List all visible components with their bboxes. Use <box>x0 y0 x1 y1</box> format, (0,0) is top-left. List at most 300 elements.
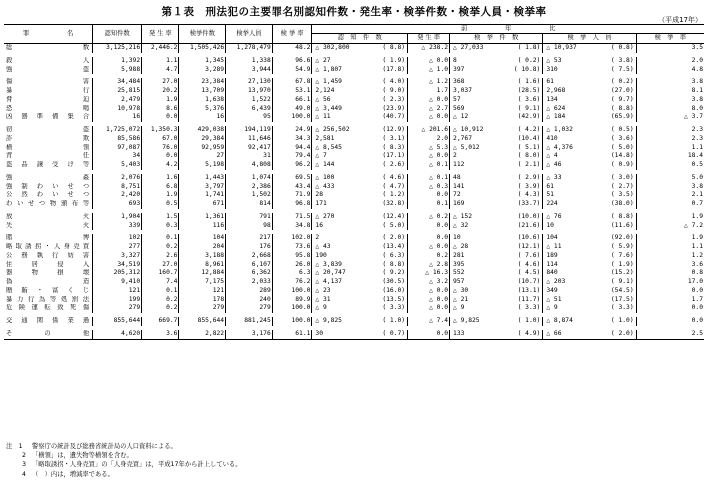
cell-prev-cleared: 57 <box>453 95 461 103</box>
cell-clear-rate: 34.3 <box>272 135 312 144</box>
cell-prev-rate: △ 0.0 <box>408 113 450 122</box>
cell-prev-recognized-pct: ( 8.3) <box>368 144 408 153</box>
cell-prev-recognized: △ 20,747 <box>315 269 346 277</box>
cell-recognized: 10,978 <box>93 105 142 114</box>
cell-prev-rate: △ 7.4 <box>408 317 450 326</box>
cell-prev-cleared: △ 10,912 <box>453 126 484 134</box>
cell-prev-clear-rate: 4.8 <box>691 65 703 73</box>
cell-prev-clear-rate: 3.8 <box>691 95 703 103</box>
cell-recognized: 5,988 <box>93 66 142 75</box>
cell-persons: 176 <box>226 243 273 252</box>
cell-prev-clear-rate: 5.0 <box>691 173 703 181</box>
cell-prev-persons-pct: (14.8) <box>594 152 636 161</box>
crime-name-cell: 公然わいせつ <box>4 191 93 200</box>
cell-cleared: 3,188 <box>179 252 226 261</box>
crime-name-cell: 凶器準備集合 <box>4 113 93 122</box>
cell-prev-rate: △ 201.6 <box>408 126 450 135</box>
cell-prev-clear-rate: 1.1 <box>691 143 703 151</box>
cell-prev-cleared: △ 9 <box>453 304 465 312</box>
cell-prev-cleared-pct: ( 9.1) <box>501 105 543 114</box>
cell-rate: 0.1 <box>142 234 179 243</box>
note-number: 2 <box>21 452 26 460</box>
cell-persons: 2,386 <box>226 183 273 192</box>
cell-persons: 6,362 <box>226 269 273 278</box>
table-row <box>4 105 704 114</box>
cell-prev-persons-pct: ( 3.3) <box>594 304 636 313</box>
cell-prev-clear-rate: 18.4 <box>687 152 703 160</box>
cell-prev-recognized: 190 <box>315 251 327 259</box>
cell-recognized: 277 <box>93 243 142 252</box>
cell-clear-rate: 71.5 <box>272 213 312 222</box>
cell-prev-persons-pct: ( 9.7) <box>594 96 636 105</box>
cell-prev-cleared-pct: (12.1) <box>501 243 543 252</box>
cell-clear-rate: 24.9 <box>272 126 312 135</box>
cell-prev-rate: △ 0.0 <box>408 96 450 105</box>
cell-prev-rate: △ 0.2 <box>408 213 450 222</box>
table-row <box>4 330 704 339</box>
crime-name-cell: 贈賄・富くじ <box>4 287 93 296</box>
cell-cleared: 1,345 <box>179 57 226 66</box>
cell-prev-persons: △ 203 <box>546 278 566 286</box>
cell-prev-recognized-pct: (30.5) <box>368 278 408 287</box>
cell-rate: 3.6 <box>142 330 179 339</box>
cell-prev-recognized-pct: ( 8.8) <box>368 44 408 53</box>
table-row <box>4 78 704 87</box>
table-row <box>4 234 704 243</box>
cell-clear-rate: 48.2 <box>272 44 312 53</box>
cell-prev-rate: △ 0.0 <box>408 152 450 161</box>
note-text: （ ）内は，増減率である。 <box>32 470 114 478</box>
cell-prev-persons-pct: (17.5) <box>594 296 636 305</box>
cell-persons: 1,502 <box>226 191 273 200</box>
cell-clear-rate: 69.5 <box>272 174 312 183</box>
cell-recognized: 121 <box>93 287 142 296</box>
cell-rate: 0.3 <box>142 222 179 231</box>
crime-name-cell: 交通関係業過 <box>4 317 93 326</box>
cell-prev-recognized-pct: ( 1.0) <box>368 317 408 326</box>
cell-prev-recognized: △ 23 <box>315 286 331 294</box>
cell-prev-recognized-pct: ( 6.3) <box>368 252 408 261</box>
cell-prev-persons: 114 <box>546 260 558 268</box>
cell-recognized: 34,484 <box>93 78 142 87</box>
table-row <box>4 144 704 153</box>
note-text: 「横領」は，遺失物等横領を含む。 <box>32 452 133 460</box>
cell-rate: 4.7 <box>142 66 179 75</box>
cell-cleared: 92,959 <box>179 144 226 153</box>
table-row <box>4 200 704 209</box>
cell-prev-recognized: △ 256,502 <box>315 126 350 134</box>
cell-prev-persons: 61 <box>546 78 554 86</box>
table-row <box>4 174 704 183</box>
cell-prev-clear-rate: 3.8 <box>691 78 703 86</box>
cell-prev-clear-rate: 8.0 <box>691 104 703 112</box>
cell-prev-clear-rate: △ 3.7 <box>684 113 703 121</box>
cell-clear-rate: 43.4 <box>272 183 312 192</box>
cell-prev-cleared: 397 <box>453 65 465 73</box>
cell-prev-persons: 51 <box>546 191 554 199</box>
cell-prev-persons-pct: (11.6) <box>594 222 636 231</box>
cell-recognized: 2,479 <box>93 96 142 105</box>
note-number: 3 <box>21 461 26 469</box>
cell-rate: 27.0 <box>142 261 179 270</box>
cell-prev-clear-rate: 1.2 <box>691 251 703 259</box>
header-sub-rate: 発 生 率 <box>408 34 450 44</box>
cell-prev-persons-pct: ( 0.8) <box>594 44 636 53</box>
cell-prev-persons-pct: ( 7.5) <box>594 66 636 75</box>
statistics-table <box>4 24 704 340</box>
cell-prev-cleared: △ 9,825 <box>453 317 480 325</box>
cell-clear-rate: 94.4 <box>272 144 312 153</box>
header-clear-rate: 検 挙 率 <box>272 25 312 44</box>
cell-prev-recognized-pct: (17.8) <box>368 66 408 75</box>
cell-rate: 1.5 <box>142 213 179 222</box>
crime-name-cell: 総 数 <box>4 44 93 53</box>
cell-rate: 7.4 <box>142 278 179 287</box>
cell-prev-recognized: △ 1,807 <box>315 65 342 73</box>
table-row <box>4 96 704 105</box>
cell-prev-persons-pct: (27.0) <box>594 87 636 96</box>
crime-name-cell: そ の 他 <box>4 330 93 339</box>
cell-prev-persons: △ 33 <box>546 173 562 181</box>
cell-prev-persons: 840 <box>546 269 558 277</box>
cell-prev-recognized-pct: ( 4.7) <box>368 183 408 192</box>
cell-prev-cleared: 10 <box>453 234 461 242</box>
cell-prev-persons: 189 <box>546 251 558 259</box>
cell-clear-rate: 100.0 <box>272 317 312 326</box>
header-row-1 <box>4 25 704 34</box>
table-row <box>4 183 704 192</box>
crime-name-cell: 住 居 侵 入 <box>4 261 93 270</box>
cell-rate: 20.2 <box>142 87 179 96</box>
cell-clear-rate: 53.1 <box>272 87 312 96</box>
cell-clear-rate: 71.9 <box>272 191 312 200</box>
table-row <box>4 213 704 222</box>
cell-cleared: 279 <box>179 304 226 313</box>
cell-prev-cleared: 281 <box>453 251 465 259</box>
cell-prev-persons-pct: ( 0.9) <box>594 161 636 170</box>
cell-prev-persons: 310 <box>546 65 558 73</box>
cell-prev-recognized-pct: ( 9.0) <box>368 87 408 96</box>
cell-rate: 6.8 <box>142 183 179 192</box>
cell-prev-cleared-pct: (33.7) <box>501 200 543 209</box>
cell-cleared: 1,443 <box>179 174 226 183</box>
cell-clear-rate: 100.0 <box>272 304 312 313</box>
table-row <box>4 66 704 75</box>
cell-prev-recognized: △ 100 <box>315 173 335 181</box>
cell-prev-recognized: △ 56 <box>315 95 331 103</box>
note-text: 警察庁の統計及び総務省統計局の人口資料による。 <box>32 443 177 450</box>
cell-prev-recognized-pct: ( 3.1) <box>368 135 408 144</box>
table-row <box>4 222 704 231</box>
cell-prev-persons: △ 66 <box>546 329 562 337</box>
cell-recognized: 102 <box>93 234 142 243</box>
cell-prev-clear-rate: △ 7.2 <box>684 221 703 229</box>
table-row <box>4 161 704 170</box>
cell-prev-persons-pct: ( 1.0) <box>594 317 636 326</box>
cell-recognized: 5,403 <box>93 161 142 170</box>
cell-recognized: 16 <box>93 113 142 122</box>
cell-prev-recognized: 2,124 <box>315 87 335 95</box>
cell-prev-cleared: △ 5,012 <box>453 143 480 151</box>
crime-name-cell: わいせつ物頒布等 <box>4 200 93 209</box>
cell-prev-recognized: △ 11 <box>315 113 331 121</box>
table-row <box>4 243 704 252</box>
cell-cleared: 7,175 <box>179 278 226 287</box>
cell-prev-recognized: 28 <box>315 191 324 199</box>
cell-clear-rate: 6.3 <box>272 269 312 278</box>
cell-prev-persons-pct: (54.5) <box>594 287 636 296</box>
cell-prev-recognized: 16 <box>315 221 324 229</box>
cell-clear-rate: 61.1 <box>272 330 312 339</box>
cell-recognized: 1,904 <box>93 213 142 222</box>
cell-prev-persons: 104 <box>546 234 558 242</box>
cell-prev-rate: △ 0.0 <box>408 296 450 305</box>
cell-prev-recognized: △ 270 <box>315 212 335 220</box>
cell-prev-recognized: △ 8,545 <box>315 143 342 151</box>
cell-persons: 289 <box>226 287 273 296</box>
cell-clear-rate: 96.6 <box>272 57 312 66</box>
cell-prev-persons: 10 <box>546 221 554 229</box>
cell-rate: 0.5 <box>142 200 179 209</box>
cell-persons: 2,033 <box>226 278 273 287</box>
cell-prev-cleared-pct: ( 0.2) <box>501 57 543 66</box>
cell-persons: 95 <box>226 113 273 122</box>
cell-recognized: 205,312 <box>93 269 142 278</box>
cell-cleared: 121 <box>179 287 226 296</box>
table-row <box>4 252 704 261</box>
table-row <box>4 152 704 161</box>
cell-prev-recognized-pct: ( 8.8) <box>368 261 408 270</box>
cell-prev-recognized-pct: (32.8) <box>368 200 408 209</box>
table-row <box>4 126 704 135</box>
cell-clear-rate: 95.8 <box>272 252 312 261</box>
cell-cleared: 5,376 <box>179 105 226 114</box>
cell-prev-clear-rate: 1.9 <box>691 234 703 242</box>
cell-prev-persons-pct: ( 9.1) <box>594 278 636 287</box>
cell-rate: 1,350.3 <box>142 126 179 135</box>
cell-clear-rate: 89.9 <box>272 296 312 305</box>
cell-cleared: 16 <box>179 113 226 122</box>
cell-cleared: 2,822 <box>179 330 226 339</box>
cell-persons: 1,338 <box>226 57 273 66</box>
table-row <box>4 287 704 296</box>
cell-prev-rate: 0.2 <box>408 252 450 261</box>
cell-prev-cleared: 48 <box>453 173 461 181</box>
crime-name-cell: 公務執行妨害 <box>4 252 93 261</box>
cell-recognized: 3,327 <box>93 252 142 261</box>
cell-prev-recognized: △ 144 <box>315 161 335 169</box>
cell-prev-rate: 0.0 <box>408 330 450 339</box>
note-number: 注 1 <box>6 443 23 450</box>
cell-prev-persons-pct: (65.9) <box>594 113 636 122</box>
cell-clear-rate: 76.2 <box>272 278 312 287</box>
crime-name-cell: 窃 盗 <box>4 126 93 135</box>
cell-prev-rate: △ 2.8 <box>408 261 450 270</box>
cell-prev-persons-pct: ( 0.2) <box>594 78 636 87</box>
cell-prev-cleared-pct: ( 8.0) <box>501 152 543 161</box>
cell-cleared: 1,638 <box>179 96 226 105</box>
cell-rate: 1.1 <box>142 57 179 66</box>
table-row <box>4 304 704 313</box>
cell-cleared: 8,961 <box>179 261 226 270</box>
cell-prev-recognized-pct: (12.4) <box>368 213 408 222</box>
cell-clear-rate: 54.9 <box>272 66 312 75</box>
cell-recognized: 4,620 <box>93 330 142 339</box>
cell-prev-recognized-pct: ( 2.6) <box>368 161 408 170</box>
cell-prev-cleared: 3,037 <box>453 87 473 95</box>
cell-recognized: 1,392 <box>93 57 142 66</box>
note-item <box>6 470 242 479</box>
cell-prev-clear-rate: 8.1 <box>691 87 703 95</box>
notes <box>6 442 242 479</box>
period-label: （平成17年） <box>658 16 702 24</box>
cell-prev-clear-rate: 3.5 <box>691 44 703 52</box>
cell-prev-recognized: △ 7 <box>315 152 327 160</box>
cell-cleared: 1,741 <box>179 191 226 200</box>
cell-prev-recognized-pct: ( 0.7) <box>368 330 408 339</box>
cell-persons: 217 <box>226 234 273 243</box>
cell-prev-rate: △ 0.0 <box>408 243 450 252</box>
cell-persons: 791 <box>226 213 273 222</box>
cell-prev-persons: △ 11 <box>546 243 562 251</box>
cell-persons: 4,808 <box>226 161 273 170</box>
cell-prev-cleared: 957 <box>453 278 465 286</box>
crime-name-cell: 詐 欺 <box>4 135 93 144</box>
cell-rate: 0.2 <box>142 296 179 305</box>
crime-name-cell: 暴力行為等処罰法 <box>4 296 93 305</box>
crime-name-cell: 器 物 損 壊 <box>4 269 93 278</box>
cell-prev-recognized: △ 27 <box>315 56 331 64</box>
cell-prev-recognized: 171 <box>315 200 327 208</box>
cell-recognized: 97,087 <box>93 144 142 153</box>
cell-cleared: 429,038 <box>179 126 226 135</box>
cell-prev-persons-pct: (38.0) <box>594 200 636 209</box>
header-sub-cleared: 検 挙 件 数 <box>450 34 543 44</box>
cell-prev-recognized-pct: ( 3.3) <box>368 304 408 313</box>
cell-prev-cleared-pct: (10.4) <box>501 135 543 144</box>
cell-prev-clear-rate: 0.5 <box>691 161 703 169</box>
table-row <box>4 269 704 278</box>
table-row <box>4 57 704 66</box>
cell-prev-cleared: 2,767 <box>453 134 473 142</box>
cell-prev-recognized-pct: (13.5) <box>368 296 408 305</box>
cell-prev-clear-rate: 1.9 <box>691 212 703 220</box>
cell-cleared: 5,198 <box>179 161 226 170</box>
header-sub-clear-rate: 検 挙 率 <box>636 34 704 44</box>
crime-name-cell: 危険運転致死傷 <box>4 304 93 313</box>
cell-persons: 1,074 <box>226 174 273 183</box>
cell-persons: 2,668 <box>226 252 273 261</box>
cell-prev-cleared-pct: ( 1.0) <box>501 317 543 326</box>
cell-prev-rate: △ 0.0 <box>408 57 450 66</box>
note-item <box>6 460 242 469</box>
cell-prev-cleared: 8 <box>453 56 457 64</box>
note-number: 4 <box>21 470 26 478</box>
cell-prev-cleared-pct: (10.6) <box>501 234 543 243</box>
cell-prev-cleared-pct: ( 4.6) <box>501 261 543 270</box>
cell-rate: 0.2 <box>142 304 179 313</box>
cell-prev-recognized: △ 4,137 <box>315 278 342 286</box>
crime-name-cell: 偽 造 <box>4 278 93 287</box>
cell-prev-recognized-pct: (40.7) <box>368 113 408 122</box>
cell-prev-recognized: △ 302,800 <box>315 44 350 52</box>
cell-persons: 11,646 <box>226 135 273 144</box>
cell-prev-cleared-pct: ( 2.9) <box>501 174 543 183</box>
cell-prev-cleared-pct: (21.6) <box>501 222 543 231</box>
cell-clear-rate: 79.4 <box>272 152 312 161</box>
cell-prev-recognized-pct: ( 9.2) <box>368 269 408 278</box>
cell-prev-rate: 0.1 <box>408 200 450 209</box>
cell-prev-recognized: 2,581 <box>315 134 335 142</box>
cell-prev-recognized: △ 43 <box>315 243 331 251</box>
cell-prev-rate: △ 0.0 <box>408 287 450 296</box>
cell-prev-cleared-pct: ( 4.3) <box>501 191 543 200</box>
cell-prev-persons-pct: ( 3.5) <box>594 191 636 200</box>
cell-prev-persons-pct: ( 8.8) <box>594 213 636 222</box>
cell-prev-cleared-pct: ( 7.6) <box>501 252 543 261</box>
cell-prev-recognized: △ 3,839 <box>315 260 342 268</box>
cell-prev-persons: △ 51 <box>546 295 562 303</box>
crime-name-cell: 強 盗 <box>4 66 93 75</box>
crime-name-cell: 横 領 <box>4 144 93 153</box>
cell-prev-recognized-pct: ( 1.9) <box>368 57 408 66</box>
cell-cleared: 204 <box>179 243 226 252</box>
cell-prev-clear-rate: 0.8 <box>691 269 703 277</box>
cell-recognized: 2,420 <box>93 191 142 200</box>
cell-prev-clear-rate: 0.0 <box>691 304 703 312</box>
cell-persons: 6,439 <box>226 105 273 114</box>
cell-prev-persons: 224 <box>546 200 558 208</box>
cell-prev-recognized: △ 9 <box>315 304 327 312</box>
cell-prev-persons-pct: ( 1.9) <box>594 261 636 270</box>
cell-prev-recognized: 30 <box>315 329 324 337</box>
cell-prev-recognized-pct: (17.1) <box>368 152 408 161</box>
cell-clear-rate: 73.6 <box>272 243 312 252</box>
cell-prev-cleared-pct: (11.7) <box>501 296 543 305</box>
cell-cleared: 3,797 <box>179 183 226 192</box>
cell-prev-persons: △ 46 <box>546 161 562 169</box>
cell-prev-recognized: △ 433 <box>315 182 335 190</box>
cell-prev-persons: 2,968 <box>546 87 566 95</box>
cell-recognized: 34,519 <box>93 261 142 270</box>
cell-prev-persons: 61 <box>546 182 554 190</box>
cell-recognized: 1,725,072 <box>93 126 142 135</box>
header-sub-persons: 検 挙 人 員 <box>543 34 636 44</box>
cell-clear-rate: 100.0 <box>272 113 312 122</box>
cell-rate: 0.1 <box>142 287 179 296</box>
cell-rate: 1.9 <box>142 96 179 105</box>
cell-prev-cleared: 133 <box>453 329 465 337</box>
cell-persons: 92,417 <box>226 144 273 153</box>
cell-recognized: 8,751 <box>93 183 142 192</box>
cell-prev-rate: △ 16.3 <box>408 269 450 278</box>
cell-prev-recognized-pct: ( 5.0) <box>368 222 408 231</box>
cell-rate: 1.9 <box>142 191 179 200</box>
crime-name-cell: 恐 喝 <box>4 105 93 114</box>
cell-prev-cleared: 72 <box>453 191 461 199</box>
crime-name-cell: 背 任 <box>4 152 93 161</box>
cell-prev-cleared: △ 30 <box>453 286 469 294</box>
cell-rate: 76.0 <box>142 144 179 153</box>
cell-rate: 0.2 <box>142 243 179 252</box>
cell-cleared: 1,361 <box>179 213 226 222</box>
cell-prev-recognized-pct: (12.9) <box>368 126 408 135</box>
cell-prev-cleared: 368 <box>453 78 465 86</box>
cell-prev-rate: △ 1.2 <box>408 78 450 87</box>
cell-prev-recognized-pct: ( 2.3) <box>368 96 408 105</box>
cell-prev-cleared: 569 <box>453 104 465 112</box>
cell-rate: 160.7 <box>142 269 179 278</box>
